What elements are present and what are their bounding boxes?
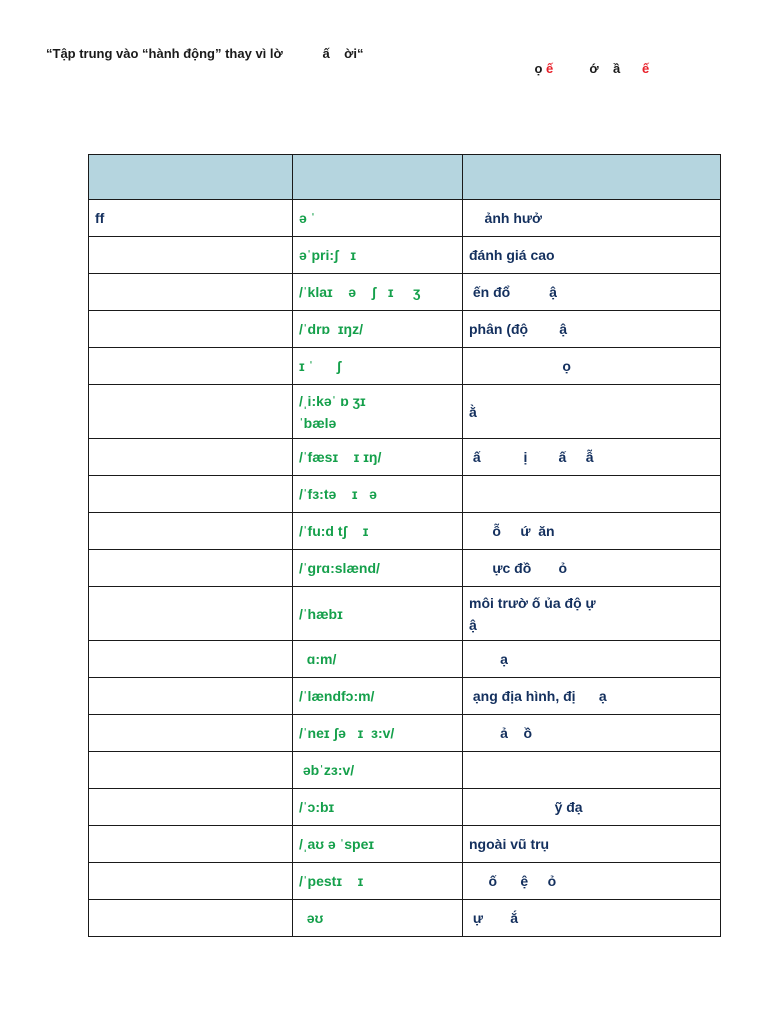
- table-row: [89, 826, 721, 863]
- word-cell: [89, 513, 293, 550]
- meaning-cell: ảnh hưở: [463, 200, 721, 237]
- ipa-cell: əˈpri:ʃ ɪ: [293, 237, 463, 274]
- header-segment: ọ: [534, 61, 547, 76]
- word-cell: [89, 641, 293, 678]
- ipa-cell: ɑ:m/: [293, 641, 463, 678]
- ipa-cell: /ˈɔ:bɪ: [293, 789, 463, 826]
- word-cell: [89, 715, 293, 752]
- meaning-cell: đánh giá cao: [463, 237, 721, 274]
- table-row: [89, 237, 721, 274]
- table-row: [89, 348, 721, 385]
- table-row: [89, 678, 721, 715]
- header-segment: ớ ầ: [553, 61, 642, 76]
- ipa-cell: /ˈneɪ ʃə ɪ ɜ:v/: [293, 715, 463, 752]
- table-row: [89, 789, 721, 826]
- ipa-cell: /ˌi:kəˈ ɒ ʒɪ ˈbælə: [293, 385, 463, 439]
- ipa-cell: /ˌaʊ ə ˈspeɪ: [293, 826, 463, 863]
- table-body: [89, 200, 721, 937]
- meaning-cell: ạng địa hình, đị ạ: [463, 678, 721, 715]
- meaning-cell: [463, 752, 721, 789]
- meaning-cell: ực đồ ỏ: [463, 550, 721, 587]
- table-row: [89, 641, 721, 678]
- table-row: [89, 385, 721, 439]
- ipa-cell: /ˈgrɑ:slænd/: [293, 550, 463, 587]
- table-row: [89, 439, 721, 476]
- ipa-cell: /ˈklaɪ ə ʃ ɪ ʒ: [293, 274, 463, 311]
- meaning-cell: ấ ị ấ ẫ: [463, 439, 721, 476]
- meaning-cell: ến đổ ậ: [463, 274, 721, 311]
- table-row: [89, 863, 721, 900]
- header-cell-ipa: [293, 155, 463, 200]
- word-cell: [89, 476, 293, 513]
- table-row: [89, 274, 721, 311]
- table-row: [89, 476, 721, 513]
- meaning-cell: ngoài vũ trụ: [463, 826, 721, 863]
- word-cell: [89, 439, 293, 476]
- word-cell: [89, 348, 293, 385]
- meaning-cell: ằ: [463, 385, 721, 439]
- table-row: [89, 587, 721, 641]
- ipa-cell: ə ˈ: [293, 200, 463, 237]
- word-cell: [89, 789, 293, 826]
- word-cell: [89, 900, 293, 937]
- header-title: “Tập trung vào “hành động” thay vì lờ ấ ời“: [46, 46, 364, 61]
- header-cell-word: [89, 155, 293, 200]
- word-cell: [89, 237, 293, 274]
- meaning-cell: ỗ ứ ăn: [463, 513, 721, 550]
- header-subtitle: [520, 46, 649, 91]
- ipa-cell: /ˈpestɪ ɪ: [293, 863, 463, 900]
- word-cell: [89, 752, 293, 789]
- word-cell: [89, 274, 293, 311]
- meaning-cell: ự ắ: [463, 900, 721, 937]
- table-row: [89, 752, 721, 789]
- header-segment: ế: [546, 61, 554, 76]
- word-cell: [89, 311, 293, 348]
- table-row: [89, 550, 721, 587]
- vocabulary-table: [88, 154, 721, 937]
- header-segment: ế: [641, 61, 650, 76]
- meaning-cell: ỹ đạ: [463, 789, 721, 826]
- ipa-cell: /ˈfɜ:tə ɪ ə: [293, 476, 463, 513]
- word-cell: [89, 678, 293, 715]
- document-header: [46, 46, 736, 76]
- meaning-cell: môi trườ ố ủa độ ự ậ: [463, 587, 721, 641]
- meaning-cell: ạ: [463, 641, 721, 678]
- ipa-cell: /ˈlændfɔ:m/: [293, 678, 463, 715]
- table-row: [89, 900, 721, 937]
- ipa-cell: əbˈzɜ:v/: [293, 752, 463, 789]
- word-cell: [89, 826, 293, 863]
- table-row: [89, 311, 721, 348]
- word-cell: [89, 863, 293, 900]
- ipa-cell: /ˈfu:d tʃ ɪ: [293, 513, 463, 550]
- word-cell: ff: [89, 200, 293, 237]
- ipa-cell: /ˈhæbɪ: [293, 587, 463, 641]
- meaning-cell: phân (độ ậ: [463, 311, 721, 348]
- ipa-cell: ɪ ˈ ʃ: [293, 348, 463, 385]
- table-row: [89, 513, 721, 550]
- ipa-cell: /ˈdrɒ ɪŋz/: [293, 311, 463, 348]
- table-row: [89, 200, 721, 237]
- word-cell: [89, 385, 293, 439]
- ipa-cell: /ˈfæsɪ ɪ ɪŋ/: [293, 439, 463, 476]
- meaning-cell: ọ: [463, 348, 721, 385]
- word-cell: [89, 550, 293, 587]
- meaning-cell: [463, 476, 721, 513]
- ipa-cell: əʊ: [293, 900, 463, 937]
- meaning-cell: ố ệ ỏ: [463, 863, 721, 900]
- header-cell-meaning: [463, 155, 721, 200]
- table-header-row: [89, 155, 721, 200]
- meaning-cell: ả ồ: [463, 715, 721, 752]
- word-cell: [89, 587, 293, 641]
- table-row: [89, 715, 721, 752]
